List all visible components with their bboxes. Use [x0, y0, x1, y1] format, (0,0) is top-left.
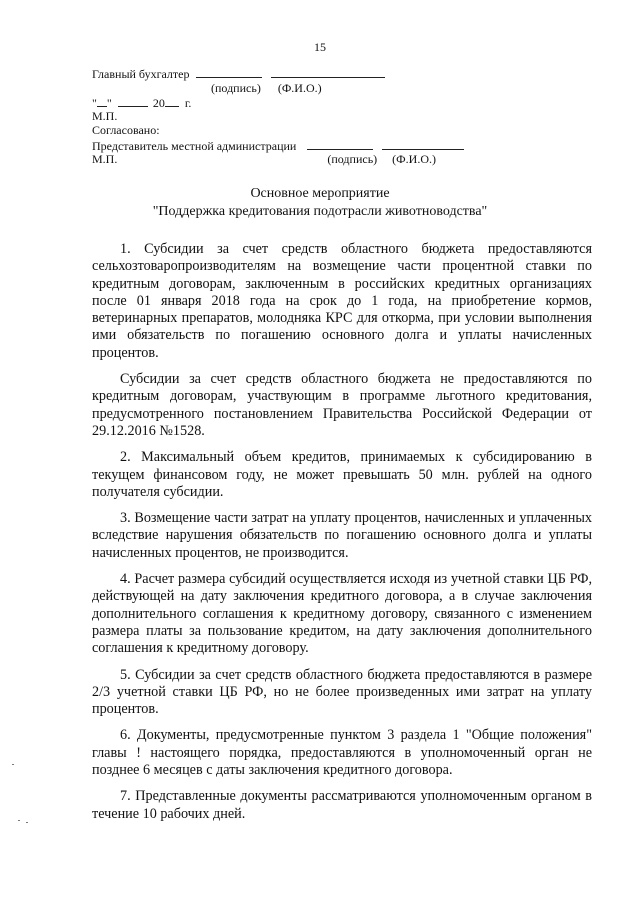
document-body	[92, 241, 592, 832]
agreed-label: Согласовано:	[92, 123, 160, 137]
date-quote-close: "	[106, 96, 112, 110]
paragraph-5: 5. Субсидии за счет средств областного бюджета предоставляются в размере 2/3 учетной ставки ЦБ РФ, но не более произведенных ими затрат на уплату процентов.	[92, 666, 592, 718]
signature-line	[196, 67, 262, 78]
name-line	[271, 67, 385, 78]
section-subtitle: "Поддержка кредитования подотрасли животноводства"	[152, 204, 488, 219]
section-title: Основное мероприятие	[250, 186, 390, 201]
name-caption-2: (Ф.И.О.)	[392, 152, 436, 166]
signature-captions	[211, 82, 322, 95]
paragraph-1: 1. Субсидии за счет средств областного бюджета предоставляются сельхозтоваропроизводителям на возмещение части процентной ставки по кредитным договорам, заключенным в российских кредитных организациях после 01 января 2018 года на срок до 1 года, на приобретение кормов, ветеринарных препаратов, молодняка КРС для откорма, при условии выполнения ими обязательств по погашению основного долга и уплаты начисленных процентов.	[92, 241, 592, 361]
paragraph-2: 2. Максимальный объем кредитов, принимаемых к субсидированию в текущем финансовом году, не может превышать 50 млн. рублей на одного получателя субсидии.	[92, 449, 592, 500]
scan-speck	[18, 820, 20, 821]
paragraph-4: 4. Расчет размера субсидий осуществляется исходя из учетной ставки ЦБ РФ, действующей на дату заключения кредитного договора, а в случае заключения дополнительного соглашения к кредитному договору, связанного с изменением размера платы за пользование кредитом, на дату заключения дополнительного соглашения к кредитному договору.	[92, 571, 592, 657]
scan-speck	[12, 764, 14, 765]
paragraph-1-note: Субсидии за счет средств областного бюджета не предоставляются по кредитным договорам, участвующим в программе льготного кредитования, предусмотренного постановлением Правительства Российской Федерации от 29.12.2016 №1528.	[92, 371, 592, 439]
year-prefix: 20	[152, 96, 165, 110]
paragraph-3: 3. Возмещение части затрат на уплату процентов, начисленных и уплаченных вследствие нарушения обязательств по погашению основного долга и уплаты начисленных процентов, не производится.	[92, 510, 592, 561]
representative-name-line	[382, 139, 464, 150]
year-line	[165, 96, 179, 107]
paragraph-6: 6. Документы, предусмотренные пунктом 3 раздела 1 "Общие положения" главы ! настоящего порядка, предоставляются в уполномоченный орган не позднее 6 месяцев с даты заключения кредитного договора.	[92, 727, 592, 779]
scan-speck	[26, 822, 28, 823]
date-row	[92, 96, 191, 110]
representative-signature-line	[307, 139, 373, 150]
chief-accountant-label: Главный бухгалтер	[92, 67, 190, 81]
signature-caption: (подпись)	[211, 81, 261, 95]
year-suffix: г.	[184, 96, 192, 110]
stamp-label-2: М.П.	[92, 152, 118, 166]
day-line	[97, 96, 107, 107]
month-line	[118, 96, 148, 107]
date-quote-open: "	[92, 96, 97, 110]
paragraph-7: 7. Представленные документы рассматриваются уполномоченным органом в течение 10 рабочих дней.	[92, 788, 592, 822]
page-number: 15	[314, 40, 326, 54]
name-caption: (Ф.И.О.)	[277, 81, 322, 95]
signature-caption-2: (подпись)	[327, 152, 378, 166]
representative-row	[92, 139, 464, 153]
chief-accountant-row	[92, 67, 385, 81]
stamp-label-1: М.П.	[92, 109, 118, 123]
stamp-row-2	[92, 153, 436, 166]
representative-label: Представитель местной администрации	[92, 139, 297, 153]
